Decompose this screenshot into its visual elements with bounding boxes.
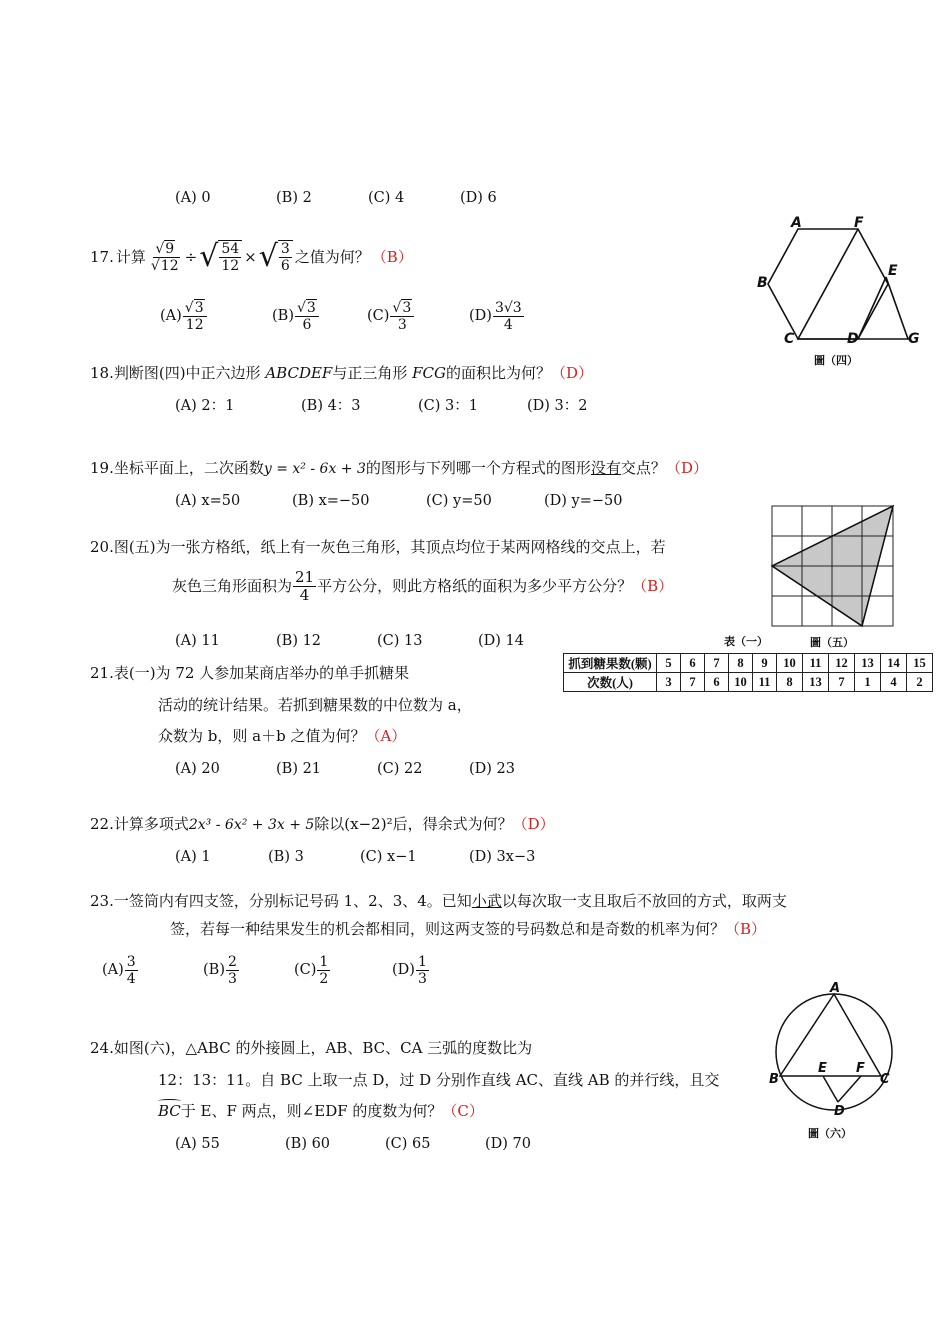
q17-number: 17.: [90, 247, 114, 266]
table-cell: 11: [803, 654, 829, 673]
q16-option-c: (C) 4: [368, 190, 405, 206]
q18-question: 18.判断图(四)中正六边形 ABCDEF与正三角形 FCG的面积比为何？（D）: [90, 364, 594, 382]
q19-question: 19.坐标平面上，二次函数y = x² - 6x + 3的图形与下列哪一个方程式的图形没有交点？（D）: [90, 459, 708, 477]
q22-answer: （D）: [512, 815, 555, 833]
q24-line-1: 24.如图(六)，△ABC 的外接圆上，AB、BC、CA 三弧的度数比为: [90, 1039, 533, 1057]
table-cell: 10: [729, 673, 753, 692]
q17-sqrt-3: √ $\frac{3}{6}$: [259, 240, 293, 274]
q20-answer: （B）: [632, 577, 674, 596]
q20-option-a: (A) 11: [175, 633, 220, 649]
fig4-caption: 圖（四）: [814, 354, 858, 367]
q20-option-c: (C) 13: [377, 633, 423, 649]
q17-sqrt-2: √ $\frac{54}{12}$: [199, 240, 242, 274]
q23-option-d: (D) $\frac{1}{3}$: [392, 954, 427, 988]
q21-option-b: (B) 21: [276, 761, 322, 777]
table-cell: 4: [881, 673, 907, 692]
table1-row-candies: [564, 654, 933, 673]
q23-line-1: 23.一签筒内有四支签，分别标记号码 1、2、3、4。已知小武以每次取一支且取后不放回的方式，取两支: [90, 892, 787, 910]
q23-option-a: (A) $\frac{3}{4}$: [102, 954, 136, 988]
q24-option-b: (B) 60: [285, 1136, 331, 1152]
table1-row-count: [564, 673, 933, 692]
q24-option-a: (A) 55: [175, 1136, 220, 1152]
q18-option-b: (B) 4：3: [301, 398, 361, 414]
table-cell: 8: [777, 673, 803, 692]
table-cell: 2: [907, 673, 933, 692]
q19-option-c: (C) y=50: [426, 493, 492, 509]
q17-option-a: (A) $\frac{√3}{12}$: [160, 300, 208, 333]
q21-option-a: (A) 20: [175, 761, 220, 777]
q24-arc-bc: BC: [158, 1104, 181, 1119]
q16-option-b: (B) 2: [276, 190, 312, 206]
fig4-label-e: E: [888, 263, 898, 279]
table-cell: 10: [777, 654, 803, 673]
q17-fraction-1: $\frac{√9}{√12}$: [150, 240, 179, 274]
fig4-label-b: B: [757, 275, 768, 291]
q17-question: [90, 240, 413, 274]
q22-option-d: (D) 3x−3: [469, 849, 536, 865]
fig4-label-f: F: [854, 215, 864, 231]
q17-option-b: (B) $\frac{√3}{6}$: [272, 300, 320, 333]
table-cell: 3: [657, 673, 681, 692]
q16-option-a: (A) 0: [175, 190, 211, 206]
fig6-label-e: E: [818, 1061, 827, 1076]
fig4-label-d: D: [847, 331, 859, 347]
fig4-label-c: C: [784, 331, 795, 347]
q20-line-2: 灰色三角形面积为 $\frac{21}{4}$ 平方公分，则此方格纸的面积为多少平方公分？ （B）: [172, 568, 674, 605]
q21-line-1: 21.表(一)为 72 人参加某商店举办的单手抓糖果: [90, 664, 410, 682]
q20-option-d: (D) 14: [478, 633, 524, 649]
q18-option-d: (D) 3：2: [527, 398, 588, 414]
q17-option-c: (C) $\frac{√3}{3}$: [367, 300, 415, 333]
q19-function: y = x² - 6x + 3: [263, 461, 366, 477]
table-cell: 11: [753, 673, 777, 692]
table-cell: 9: [753, 654, 777, 673]
table-cell: 5: [657, 654, 681, 673]
q23-line-2: 签，若每一种结果发生的机会都相同，则这两支签的号码数总和是奇数的机率为何？（B）: [170, 920, 767, 938]
fig6-label-c: C: [880, 1072, 890, 1087]
q17-post: 之值为何？: [294, 247, 370, 266]
table-cell: 12: [829, 654, 855, 673]
q17-answer: （B）: [371, 247, 413, 266]
q21-line-2: 活动的统计结果。若抓到糖果数的中位数为 a，: [158, 696, 472, 714]
q21-option-d: (D) 23: [469, 761, 515, 777]
q17-option-d: (D) $\frac{3√3}{4}$: [469, 300, 522, 334]
q18-option-c: (C) 3：1: [418, 398, 478, 414]
table1: [563, 653, 933, 692]
table-cell: 6: [681, 654, 705, 673]
table-cell: 8: [729, 654, 753, 673]
q23-option-b: (B) $\frac{2}{3}$: [203, 954, 237, 988]
q17-divide: ÷: [184, 247, 198, 266]
fig6-label-d: D: [834, 1104, 845, 1119]
fig5-caption: 圖（五）: [810, 636, 854, 649]
q19-option-b: (B) x=−50: [292, 493, 370, 509]
table-cell: 13: [803, 673, 829, 692]
q17-pre: 计算: [115, 247, 146, 266]
fig6-label-a: A: [830, 981, 841, 996]
fig6-label-b: B: [769, 1072, 779, 1087]
fig4-label-g: G: [908, 331, 920, 347]
table-cell: 13: [855, 654, 881, 673]
q21-line-3: 众数为 b，则 a＋b 之值为何？（A）: [158, 727, 407, 745]
table1-row2-label: 次数(人): [564, 673, 657, 692]
q22-option-b: (B) 3: [268, 849, 304, 865]
table-cell: 7: [681, 673, 705, 692]
q22-option-c: (C) x−1: [360, 849, 417, 865]
q20-option-b: (B) 12: [276, 633, 322, 649]
q22-polynomial: 2x³ - 6x² + 3x + 5: [188, 817, 315, 833]
q18-option-a: (A) 2：1: [175, 398, 235, 414]
figure-4: [748, 212, 928, 372]
q23-option-c: (C) $\frac{1}{2}$: [294, 954, 329, 988]
q19-option-a: (A) x=50: [175, 493, 241, 509]
q24-answer: （C）: [442, 1102, 484, 1120]
q18-answer: （D）: [551, 364, 594, 382]
q22-question: 22.计算多项式2x³ - 6x² + 3x + 5除以(x−2)²后，得余式为何？（D）: [90, 815, 555, 833]
q21-option-c: (C) 22: [377, 761, 423, 777]
q19-answer: （D）: [665, 459, 708, 477]
q19-option-d: (D) y=−50: [544, 493, 623, 509]
figure-5: [770, 504, 900, 654]
table-cell: 1: [855, 673, 881, 692]
table-cell: 14: [881, 654, 907, 673]
q21-answer: （A）: [365, 727, 407, 745]
circumcircle: [776, 994, 892, 1110]
table1-caption: 表（一）: [724, 635, 768, 648]
q24-option-c: (C) 65: [385, 1136, 431, 1152]
fig6-label-f: F: [856, 1061, 865, 1076]
table-cell: 7: [705, 654, 729, 673]
q23-answer: （B）: [725, 920, 767, 938]
q24-line-2: 12：13：11。自 BC 上取一点 D，过 D 分别作直线 AC、直线 AB 的并行线，且交: [158, 1071, 720, 1089]
triangle-abc: [780, 994, 881, 1076]
q20-line-1: 20.图(五)为一张方格纸，纸上有一灰色三角形，其顶点均位于某两网格线的交点上，若: [90, 538, 666, 556]
triangle-fcg: [798, 229, 908, 339]
fig4-label-a: A: [791, 215, 802, 231]
table-cell: 6: [705, 673, 729, 692]
table-cell: 7: [829, 673, 855, 692]
table1-row1-label: 抓到糖果数(颗): [564, 654, 657, 673]
q22-option-a: (A) 1: [175, 849, 211, 865]
figure-6: [768, 980, 898, 1145]
q24-option-d: (D) 70: [485, 1136, 531, 1152]
q24-line-3: BC于 E、F 两点，则∠EDF 的度数为何？（C）: [158, 1104, 484, 1119]
table-cell: 15: [907, 654, 933, 673]
fig6-caption: 圖（六）: [808, 1127, 852, 1140]
q17-times: ×: [244, 247, 257, 266]
q16-option-d: (D) 6: [460, 190, 497, 206]
